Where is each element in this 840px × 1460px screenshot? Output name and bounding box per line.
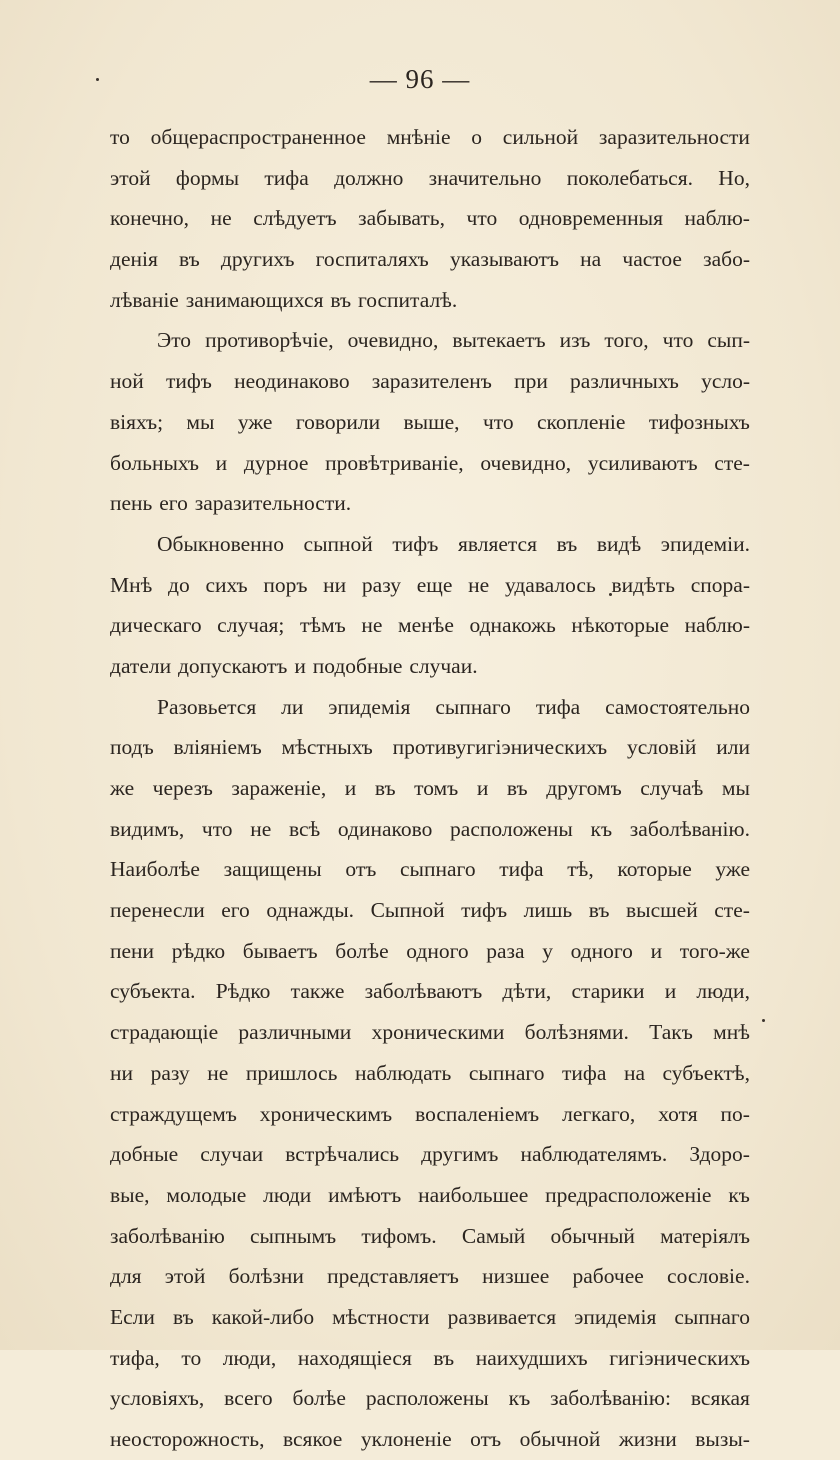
- text-line: Мнѣ до сихъ поръ ни разу еще не удавалось видѣть спора-: [110, 572, 750, 597]
- text-line: віяхъ; мы уже говорили выше, что скопленіе тифозныхъ: [110, 409, 750, 434]
- text-line: больныхъ и дурное провѣтриваніе, очевидно, усиливаютъ сте-: [110, 450, 750, 475]
- page-number: — 96 —: [369, 64, 471, 94]
- text-line: страдающіе различными хроническими болѣзнями. Такъ мнѣ: [110, 1020, 750, 1045]
- text-line: денія въ другихъ госпиталяхъ указываютъ на частое забо-: [110, 247, 750, 272]
- text-line: то общераспространенное мнѣніе о сильной заразительности: [110, 125, 750, 149]
- text-line: лѣваніе занимающихся въ госпиталѣ.: [110, 287, 458, 312]
- text-line: ной тифъ неодинаково заразителенъ при различныхъ усло-: [110, 369, 750, 394]
- text-line: пени рѣдко бываетъ болѣе одного раза у одного и того-же: [110, 938, 750, 963]
- text-line: добные случаи встрѣчались другимъ наблюдателямъ. Здоро-: [110, 1142, 750, 1167]
- text-line: подъ вліяніемъ мѣстныхъ противугигіэническихъ условій или: [110, 735, 750, 760]
- text-line: же черезъ зараженіе, и въ томъ и въ другомъ случаѣ мы: [110, 776, 750, 800]
- body-text: [110, 117, 750, 1460]
- text-line: для этой болѣзни представляетъ низшее рабочее сословіе.: [110, 1264, 750, 1289]
- text-line: этой формы тифа должно значительно поколебаться. Но,: [110, 165, 750, 190]
- text-line: неосторожность, всякое уклоненіе отъ обычной жизни вызы-: [110, 1427, 750, 1451]
- text-line: перенесли его однажды. Сыпной тифъ лишь въ высшей сте-: [110, 898, 750, 923]
- text-line: ни разу не пришлось наблюдать сыпнаго тифа на субъектѣ,: [110, 1060, 750, 1085]
- text-line: Обыкновенно сыпной тифъ является въ видѣ эпидеміи.: [157, 531, 750, 556]
- text-line: условіяхъ, всего болѣе расположены къ заболѣванію: всякая: [110, 1386, 750, 1411]
- paper-speck: [96, 78, 99, 81]
- text-line: Разовьется ли эпидемія сыпнаго тифа самостоятельно: [157, 694, 750, 719]
- text-line: заболѣванію сыпнымъ тифомъ. Самый обычный матеріялъ: [110, 1223, 750, 1248]
- text-line: видимъ, что не всѣ одинаково расположены къ заболѣванію.: [110, 816, 750, 841]
- text-line: субъекта. Рѣдко также заболѣваютъ дѣти, старики и люди,: [110, 979, 750, 1004]
- text-line: конечно, не слѣдуетъ забывать, что одновременныя наблю-: [110, 206, 750, 231]
- paper-speck: [762, 1019, 765, 1022]
- text-line: Это противорѣчіе, очевидно, вытекаетъ изъ того, что сып-: [157, 328, 750, 353]
- paper-speck: [609, 593, 612, 596]
- text-line: пень его заразительности.: [110, 491, 352, 516]
- text-line: дическаго случая; тѣмъ не менѣе однакожь нѣкоторые наблю-: [110, 613, 750, 638]
- text-line: Если въ какой-либо мѣстности развивается эпидемія сыпнаго: [110, 1304, 750, 1329]
- text-line: тифа, то люди, находящіеся въ наихудшихъ гигіэническихъ: [110, 1345, 750, 1370]
- text-line: датели допускаютъ и подобные случаи.: [110, 653, 478, 678]
- text-line: вые, молодые люди имѣютъ наибольшее предрасположеніе къ: [110, 1182, 750, 1207]
- text-line: Наиболѣе защищены отъ сыпнаго тифа тѣ, которые уже: [110, 857, 750, 882]
- text-line: страждущемъ хроническимъ воспаленіемъ легкаго, хотя по-: [110, 1101, 750, 1126]
